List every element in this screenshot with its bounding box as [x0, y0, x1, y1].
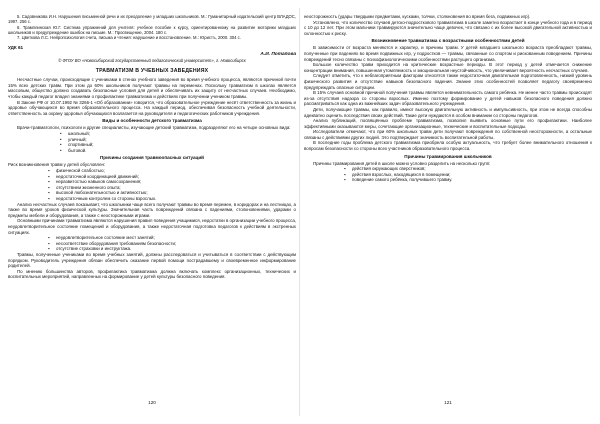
bullet-icon: •	[60, 136, 62, 142]
body-paragraph: неосторожность (удары твердыми предметами, кусками, толчки, столкновения во время бега, подвижных игр).	[304, 14, 531, 19]
bullet-icon: ▪	[48, 173, 50, 179]
bullet-icon: ▪	[48, 190, 50, 196]
bullet-icon: ▪	[48, 246, 50, 252]
body-paragraph: Анализ публикаций, посвящённых проблеме травматизма, позволил выявить основные пути его профилактики. Наиболее эффективными оказываются меры, сочетающие организационные, технические и воспитательные подходы.	[304, 118, 592, 129]
bullet-icon: ▪	[344, 177, 346, 183]
types-intro: Врачи-травматологи, психологи и другие специалисты, изучающие детский травматизм, подразделяют его на четыре основных вида:	[17, 125, 291, 131]
bullet-icon: •	[60, 142, 62, 148]
author-name: А.И. Потапова	[260, 52, 296, 58]
section-heading-causes: Причины создания травмоопасных ситуаций	[99, 155, 204, 161]
page-number: 121	[444, 400, 452, 405]
types-list	[60, 131, 296, 153]
list-item: ▪ неразвитостью навыков самосохранения;	[48, 179, 142, 185]
list-item: • спортивный;	[60, 142, 94, 148]
page-gutter	[299, 8, 300, 416]
section-heading-types: Виды и особенности детского травматизма	[102, 118, 202, 124]
list-item: ▪ недостаточной координацией движений;	[48, 173, 139, 179]
intro-paragraph: В Законе РФ от 10.07.1992 № 3266-1 «Об образовании» говорится, что образовательное учреждение несёт ответственность за жизнь и здоровье обучающихся во время образовательного процесса. На каждый период, обеспечивая безопасность учебной деятельности, ответственность за охрану здоровья обучающихся возлагается на руководителя и педагогических работников учреждения.	[8, 99, 296, 116]
reference-7: 7. Цветкова Л.С. Нейропсихология счета, письма и чтения: нарушение и восстановление. М.: Юристъ, 2000. 304 с.	[17, 35, 241, 41]
reference-5: 5. Садовникова И.Н. Нарушения письменной речи и их преодоление у младших школьников. М.: Гуманитарный издательский центр ВЛАДОС, 1997. 256 с.	[8, 14, 296, 25]
body-paragraph: По мнению большинства авторов, профилактика травматизма должна включать комплекс организационных, технических и воспитательных мероприятий, направленных на формирование у детей культуры безопасного поведения.	[8, 268, 296, 280]
bullet-icon: ▪	[344, 166, 346, 172]
causes-intro: Риск возникновения травм у детей обусловлен:	[8, 162, 106, 168]
body-paragraph: Установлено, что количество случаев детско-подросткового травматизма в школе заметно возрастает в конце учебного года и в период с 10 до 12 лет. При этом мальчики травмируются значительно чаще девочек, что связано с их более высокой двигательной активностью и склонностью к риску.	[304, 19, 592, 36]
right-page-content	[304, 14, 592, 183]
bullet-icon: ▪	[48, 235, 50, 241]
list-item: ▪ физической слабостью;	[48, 168, 105, 174]
list-item: ▪ высокой любознательностью и активностью;	[48, 190, 148, 196]
list-item: ▪ недостаточным контролем со стороны взрослых.	[48, 195, 157, 201]
body-paragraph: Дети, получающие травмы, как правило, имеют высокую двигательную активность и импульсивность, при этом не всегда способны адекватно оценить последствия своих действий. Такие дети нуждаются в особом внимании со стороны педагогов.	[304, 106, 592, 118]
body-paragraph: В 15% случаев основной причиной получения травмы является невнимательность самого ребёнка. Не менее часто травмы происходят из-за отсутствия надзора со стороны взрослых. Именно поэтому формирование у детей навыков безопасного поведения должно рассматриваться как одна из важнейших задач образовательного учреждения.	[304, 90, 592, 107]
list-item: • бытовой.	[60, 147, 87, 153]
bullet-icon: ▪	[344, 171, 346, 177]
body-paragraph: В зависимости от возраста меняются и характер, и причины травм. У детей младшего школьного возраста преобладают травмы, полученные при падениях во время подвижных игр, у подростков — травмы, связанные со спортом и рискованным поведением. Причины повреждений тесно связаны с психофизиологическими особенностями растущего организма.	[304, 45, 592, 62]
list-item: • школьный;	[60, 131, 90, 137]
page-number: 120	[148, 400, 156, 405]
left-page	[8, 14, 296, 410]
bullet-icon: •	[60, 131, 62, 137]
list-item: ▪ отсутствием жизненного опыта;	[48, 184, 121, 190]
body-paragraph: Большое количество травм приходится на критические возрастные периоды. В этот период у детей отмечается снижение концентрации внимания, повышенная утомляемость и эмоциональная неустойчивость, что увеличивает вероятность несчастных случаев.	[304, 62, 592, 73]
bullet-icon: ▪	[48, 179, 50, 185]
bullet-icon: ▪	[48, 168, 50, 174]
bullet-icon: •	[60, 147, 62, 153]
intro-paragraph: Несчастные случаи, происходящие с учениками в стенах учебного заведения во время учебного процесса, являются причиной почти 15% всех детских травм. При этом до 60% школьников получают травмы на переменах. Поскольку травматизм в школах является массовым, общество должно создавать безопасные условия для детей и обеспечивать их защиту от несчастных случаев. Необходимо, чтобы каждый педагог владел знаниями о профилактике травматизма и действиях при получении учеником травмы.	[8, 77, 296, 100]
udk-code: УДК 61	[8, 45, 24, 51]
body-paragraph: Исследователи отмечают, что при 60% школьных травм дети получают повреждения по собственной неосторожности, а остальные связаны с действиями других людей. Это подтверждает значимость воспитательной работы.	[304, 129, 592, 140]
list-item: ▪ несоответствие оборудования требованиям безопасности;	[48, 240, 177, 246]
list-item: ▪ действия взрослых, находящихся в помещении;	[344, 171, 451, 177]
causes-list	[48, 168, 296, 202]
prevention-intro: Причины травмирования детей в школе можно условно разделить на несколько групп:	[313, 160, 491, 166]
body-paragraph: Анализ несчастных случаев показывает, что школьники чаще всего получают травмы во время перемен, в коридорах и на лестницах, а также во время уроков физической культуры. Значительная часть повреждений связана с падениями, столкновениями, ударами о предметы мебели и оборудования, а также с неосторожными играми.	[8, 201, 296, 218]
article-title: ТРАВМАТИЗМ В УЧЕБНЫХ ЗАВЕДЕНИЯХ	[95, 67, 209, 74]
author-affiliation: © ФГОУ ВО «Новосибирский государственный педагогический университет», г. Новосибирск	[58, 58, 246, 64]
list-item: ▪ поведение самого ребёнка, получившего травму.	[344, 177, 453, 183]
list-item: ▪ отсутствие страховки и инструктажа.	[48, 246, 132, 252]
list-item: ▪ действия окружающих сверстников;	[344, 166, 426, 172]
section-heading-prevention: Причины травмирования школьников	[404, 153, 492, 159]
list-item: • уличный;	[60, 136, 87, 142]
bullet-icon: ▪	[48, 184, 50, 190]
risk-list	[48, 235, 296, 252]
reference-6: 6. Трамплинская Ю.Г. Система упражнений для учителя: учебное пособие к курсу, ориентированному на развитие моторики младших школьников и предупреждение ошибок на письме. М.: Просвещение, 2004. 180 с.	[8, 24, 296, 35]
body-paragraph: Травмы, полученные учениками во время учебных занятий, должны расследоваться и учитываться в соответствии с действующим порядком. Руководитель учреждения обязан обеспечить оказание первой помощи пострадавшему и своевременное информирование родителей.	[8, 251, 296, 269]
prevention-list	[344, 166, 592, 183]
left-page-content	[8, 14, 296, 280]
body-paragraph: Основными причинами травматизма являются нарушения правил поведения учащимися, недостатки в организации учебного процесса, неудовлетворительное состояние помещений и оборудования, а также недостаточная подготовка педагогов к действиям в экстренных ситуациях.	[8, 218, 296, 235]
bullet-icon: ▪	[48, 240, 50, 246]
body-paragraph: В последние годы проблема детского травматизма приобрела особую актуальность, что требует более внимательного отношения к вопросам безопасности со стороны всех участников образовательного процесса.	[304, 140, 592, 152]
list-item: ▪ неудовлетворительное состояние мест занятий;	[48, 235, 155, 241]
bullet-icon: ▪	[48, 195, 50, 201]
section-heading-age: Возникновение травматизма с возрастными особенностями детей	[371, 38, 525, 44]
right-page	[304, 14, 592, 410]
body-paragraph: Следует отметить, что к неблагоприятным факторам относятся также недостаточная двигательная подготовленность, низкий уровень физического развития и отсутствие навыков безопасного падения. Знание этих особенностей позволяет педагогу своевременно предупреждать опасные ситуации.	[304, 73, 592, 90]
